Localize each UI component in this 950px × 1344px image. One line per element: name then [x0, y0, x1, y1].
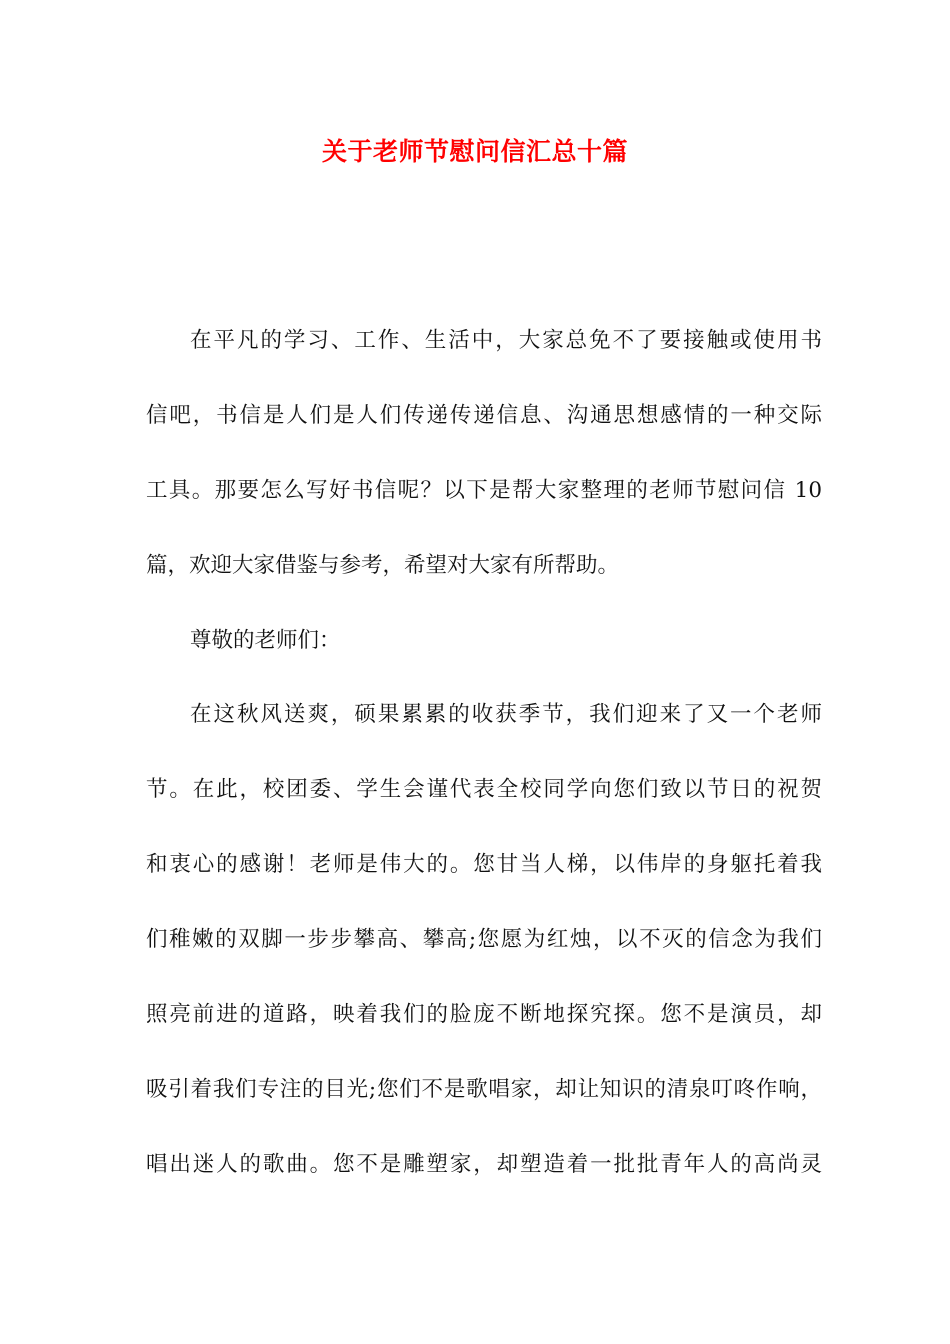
- paragraph-line: 们稚嫩的双脚一步步攀高、攀高;您愿为红烛，以不灭的信念为我们: [146, 927, 822, 953]
- paragraph-line: 在这秋风送爽，硕果累累的收获季节，我们迎来了又一个老师: [190, 702, 822, 728]
- paragraph-line: 信吧，书信是人们是人们传递传递信息、沟通思想感情的一种交际: [146, 402, 822, 428]
- paragraph-line: 节。在此，校团委、学生会谨代表全校同学向您们致以节日的祝贺: [146, 777, 822, 803]
- paragraph-line: 和衷心的感谢！老师是伟大的。您甘当人梯，以伟岸的身躯托着我: [146, 852, 822, 878]
- paragraph-line: 吸引着我们专注的目光;您们不是歌唱家，却让知识的清泉叮咚作响，: [146, 1076, 822, 1102]
- paragraph-line: 照亮前进的道路，映着我们的脸庞不断地探究探。您不是演员，却: [146, 1002, 822, 1028]
- paragraph-line: 工具。那要怎么写好书信呢？以下是帮大家整理的老师节慰问信 10: [146, 477, 822, 503]
- paragraph-line: 在平凡的学习、工作、生活中，大家总免不了要接触或使用书: [190, 328, 822, 353]
- document-title: 关于老师节慰问信汇总十篇: [321, 137, 628, 166]
- paragraph-line: 篇，欢迎大家借鉴与参考，希望对大家有所帮助。: [146, 552, 620, 578]
- salutation-line: 尊敬的老师们：: [190, 627, 341, 653]
- document-body: [146, 318, 822, 1217]
- paragraph-line: 唱出迷人的歌曲。您不是雕塑家，却塑造着一批批青年人的高尚灵: [146, 1151, 822, 1177]
